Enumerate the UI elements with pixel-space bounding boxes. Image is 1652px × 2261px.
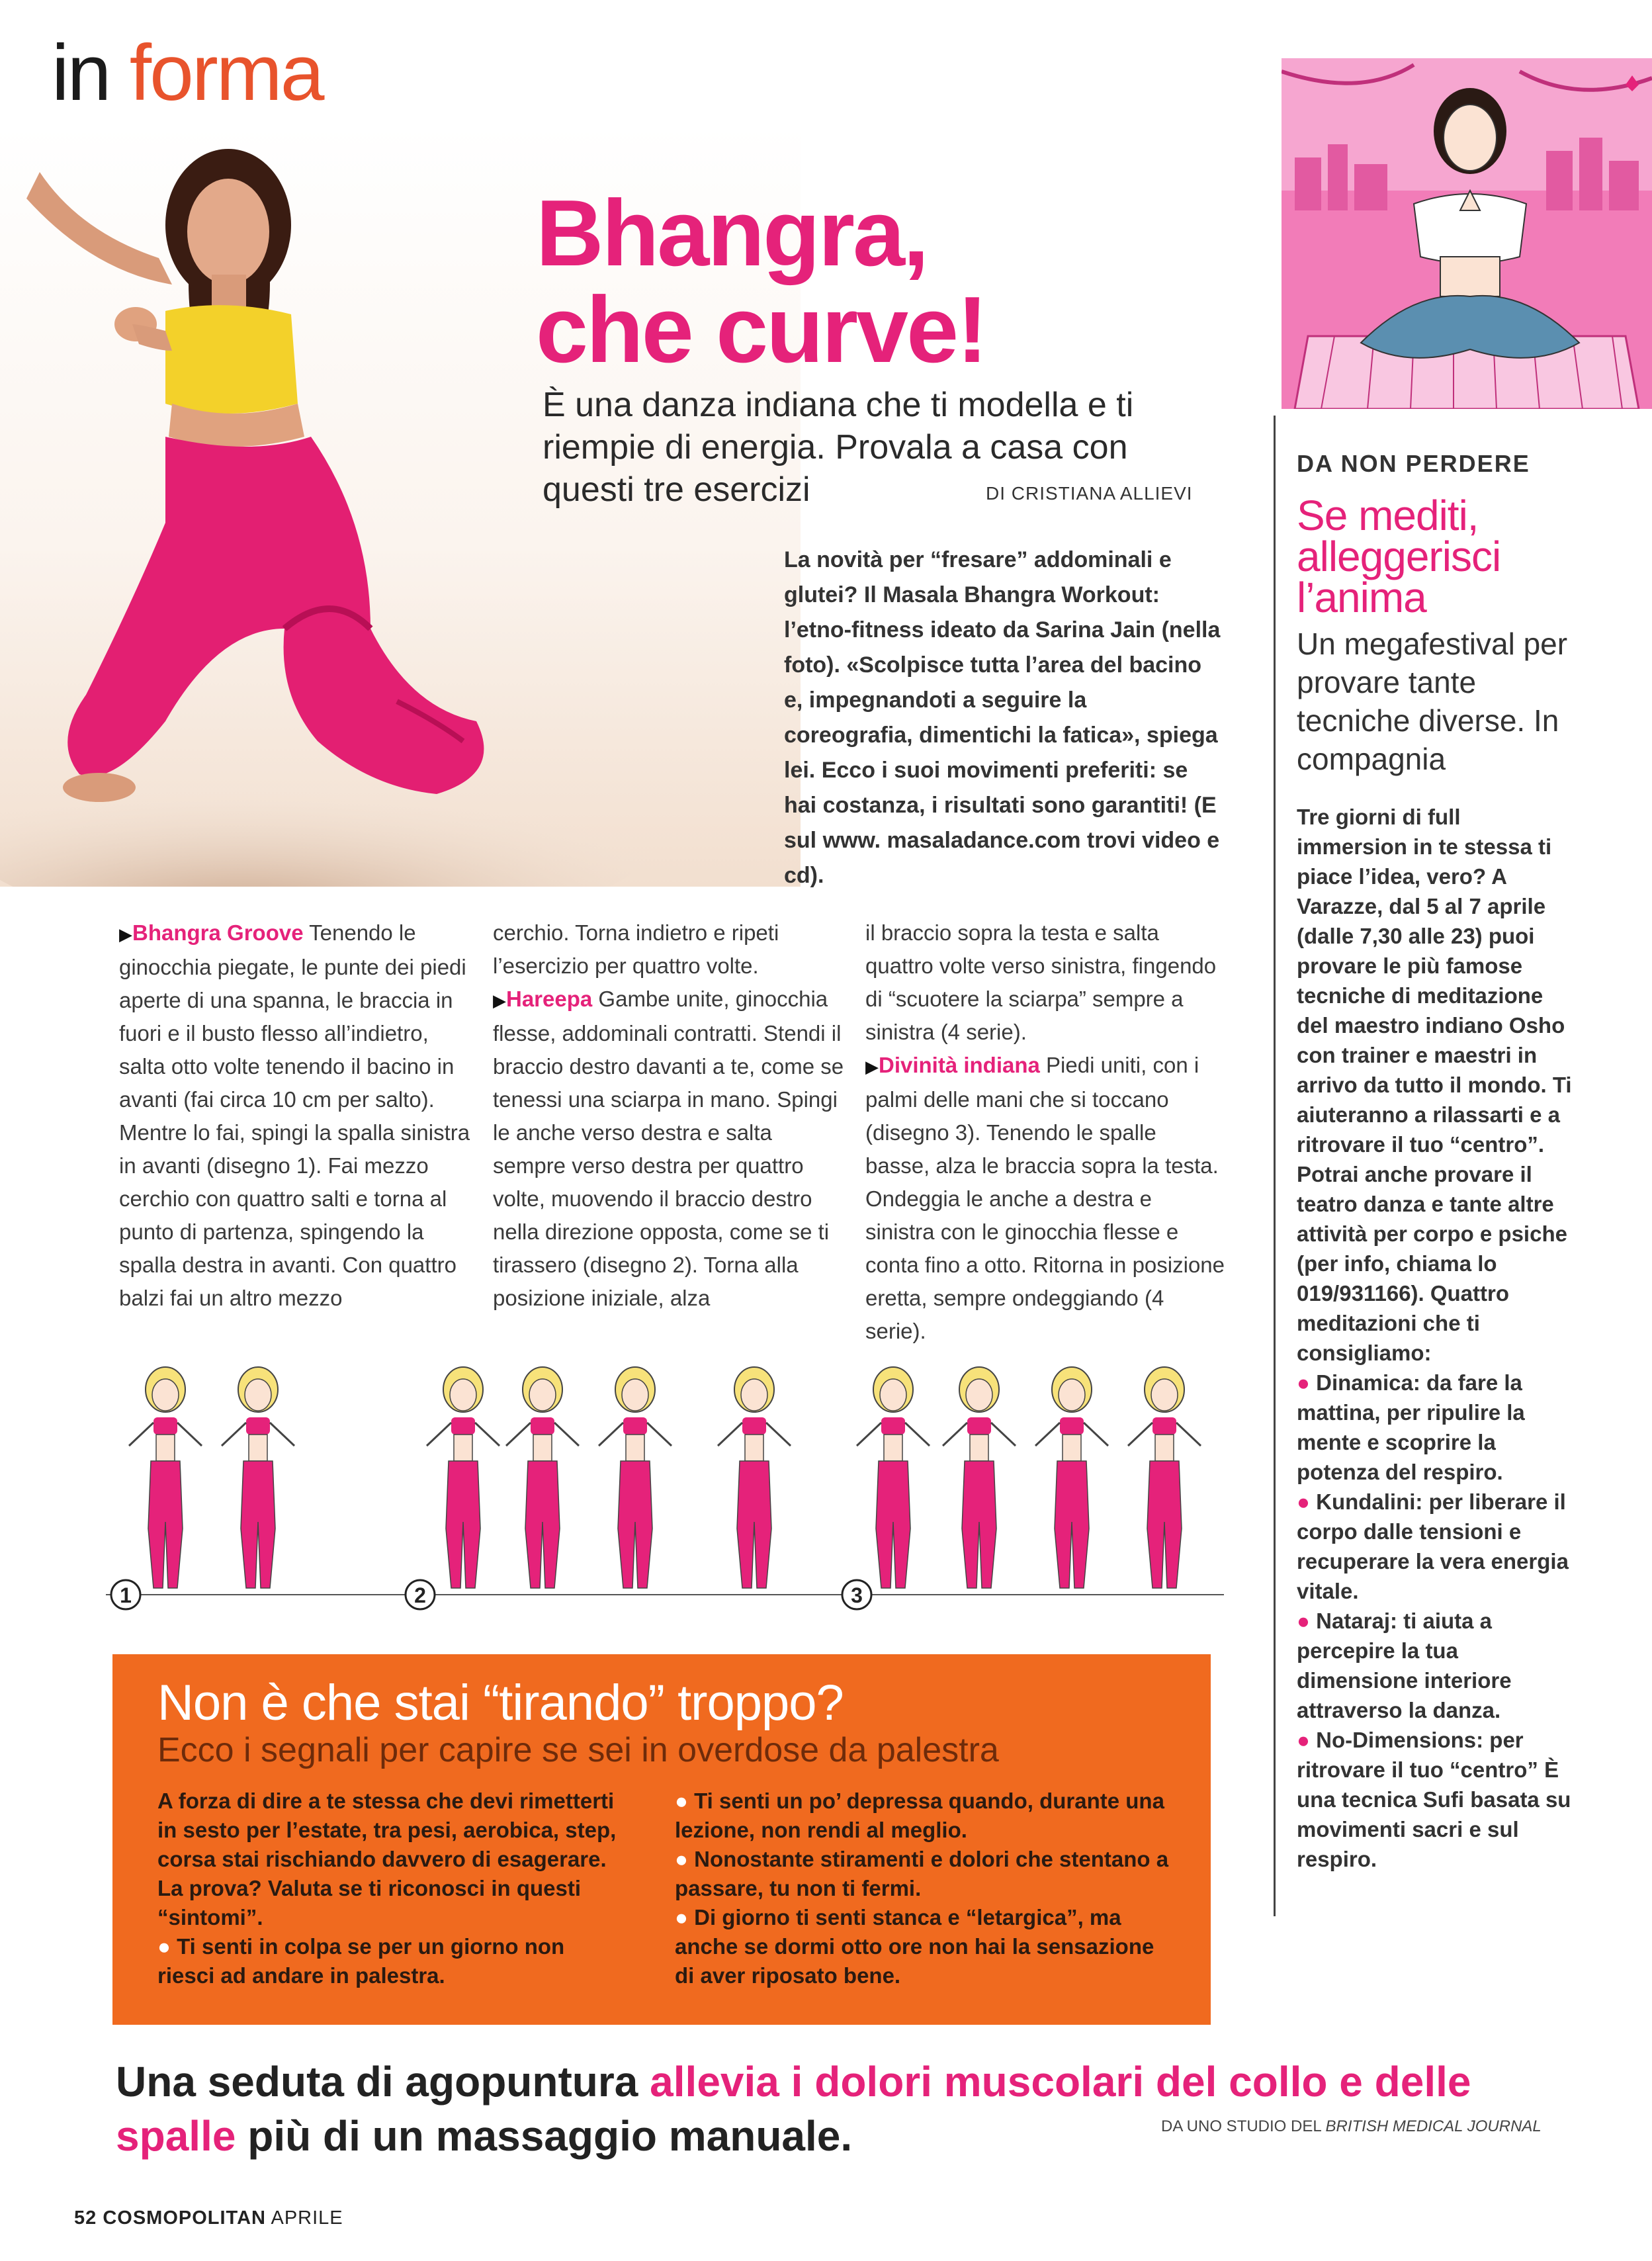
quote-source-prefix: DA UNO STUDIO DEL: [1161, 2117, 1326, 2135]
exercise-2-name: Hareepa: [506, 987, 593, 1011]
quote-highlight: allevia i dolori muscolari del collo e delle spalle: [116, 2058, 1471, 2160]
exercise-2-text: Gambe unite, ginocchia flesse, addominali contratti. Stendi il braccio destro davanti a te, come se tenessi una sciarpa in mano. Spingi le anche verso destra e salta sempre verso destra per quattro volte, muovendo il braccio destro nella direzione opposta, come se ti tirassero (disegno 2). Torna alla posizione iniziale, alza: [493, 987, 844, 1310]
bullet-dot-icon: ●: [1297, 1609, 1310, 1633]
body-column-1: [119, 916, 473, 1315]
box-item-3: Nonostante stiramenti e dolori che stentano a passare, tu non ti fermi.: [675, 1847, 1169, 1900]
quote-source-journal: BRITISH MEDICAL JOURNAL: [1325, 2117, 1542, 2135]
pull-quote: [116, 2055, 1538, 2163]
exercise-3-name: Divinità indiana: [879, 1053, 1040, 1077]
article-byline: DI CRISTIANA ALLIEVI: [986, 483, 1193, 504]
meditating-woman-drawing: [1282, 58, 1652, 409]
bullet-dot-icon: ●: [1297, 1728, 1310, 1752]
box-item-4: Di giorno ti senti stanca e “letargica”, ma anche se dormi otto ore non hai la sensazione di aver riposato bene.: [675, 1905, 1154, 1988]
figure-number-1: 1: [120, 1583, 132, 1607]
triangle-bullet-icon: ▶: [493, 991, 506, 1010]
quote-part-3: più di un massaggio manuale.: [236, 2112, 853, 2160]
exercise-1-text: Tenendo le ginocchia piegate, le punte dei piedi aperte di una spanna, le braccia in fuori e il busto flesso all’indietro, salta otto volte tenendo il bacino in avanti (fai circa 10 cm per salto). Mentre lo fai, spingi la spalla sinistra in avanti (disegno 1). Fai mezzo cerchio con quattro salti e torna al punto di partenza, spingendo la spalla destra in avanti. Con quattro balzi fai un altro mezzo: [119, 920, 470, 1310]
exercise-3-text: Piedi uniti, con i palmi delle mani che si toccano (disegno 3). Tenendo le spalle basse, alza le braccia sopra la testa. Ondeggia le anche a destra e sinistra con le ginocchia flesse e conta fino a otto. Ritorna in posizione eretta, sempre ondeggiando (4 serie).: [865, 1053, 1225, 1343]
box-title: Non è che stai “tirando” troppo?: [157, 1675, 844, 1731]
overtraining-box: [112, 1654, 1211, 2025]
section-tag-word2: forma: [129, 28, 323, 117]
page-number: 52: [74, 2207, 97, 2229]
box-item-2: Ti senti un po’ depressa quando, durante una lezione, non rendi al meglio.: [675, 1789, 1164, 1842]
triangle-bullet-icon: ▶: [119, 924, 132, 944]
sidebar-item-2-name: Kundalini:: [1316, 1489, 1423, 1514]
sidebar-item-3: [1297, 1606, 1575, 1725]
headline-line2: che curve!: [536, 277, 986, 382]
magazine-name: COSMOPOLITAN: [103, 2207, 267, 2229]
issue-month: APRILE: [271, 2207, 343, 2229]
box-column-2: [675, 1787, 1178, 1990]
sidebar: [1297, 450, 1575, 1874]
article-intro: La novità per “fresare” addominali e glutei? Il Masala Bhangra Workout: l’etno-fitness ideato da Sarina Jain (nella foto). «Scolpisce tutta l’area del bacino e, impegnandoti a seguire la coreografia, dimentichi la fatica», spiega lei. Ecco i suoi movimenti preferiti: se hai costanza, i risultati sono garantiti! (E sul www. masaladance.com trovi video e cd).: [784, 547, 1221, 888]
bullet-dot-icon: ●: [675, 1905, 688, 1929]
sidebar-item-2: [1297, 1487, 1575, 1606]
section-tag-word1: in: [52, 28, 110, 117]
sidebar-item-1-text: da fare la mattina, per ripulire la mente e scoprire la potenza del respiro.: [1297, 1370, 1525, 1484]
sidebar-item-3-name: Nataraj:: [1316, 1609, 1397, 1633]
bullet-dot-icon: ●: [675, 1847, 688, 1871]
bullet-dot-icon: ●: [157, 1934, 171, 1959]
sidebar-item-1: [1297, 1368, 1575, 1487]
sidebar-paragraph: Tre giorni di full immersion in te stessa ti piace l’idea, vero? A Varazze, dal 5 al 7 aprile (dalle 7,30 alle 23) puoi provare le più famose tecniche di meditazione del maestro indiano Osho con trainer e maestri in arrivo da tutto il mondo. Ti aiuteranno a rilassarti e a ritrovare il tuo “centro”. Potrai anche provare il teatro danza e tante altre attività per corpo e psiche (per info, chiama lo 019/931166). Quattro meditazioni che ti consigliamo:: [1297, 805, 1572, 1365]
exercise-illustrations: [106, 1363, 1224, 1621]
sidebar-deck: Un megafestival per provare tante tecniche diverse. In compagnia: [1297, 627, 1568, 776]
body-column-3: [865, 916, 1226, 1348]
sidebar-kicker: DA NON PERDERE: [1297, 450, 1530, 477]
sidebar-title: Se mediti, alleggerisci l’anima: [1297, 492, 1501, 621]
sidebar-item-1-name: Dinamica:: [1316, 1370, 1420, 1395]
sidebar-item-4-text: per ritrovare il tuo “centro” È una tecnica Sufi basata su movimenti sacri e sul respiro.: [1297, 1728, 1571, 1871]
article-headline: [536, 181, 1131, 382]
sidebar-item-2-text: per liberare il corpo dalle tensioni e recuperare la vera energia vitale.: [1297, 1489, 1569, 1603]
figure-number-3: 3: [851, 1583, 863, 1607]
article-deck: È una danza indiana che ti modella e ti riempie di energia. Provala a casa con questi tre esercizi: [543, 386, 1134, 509]
box-intro: A forza di dire a te stessa che devi rimetterti in sesto per l’estate, tra pesi, aerobica, step, corsa stai rischiando davvero di esagerare. La prova? Valuta se ti riconosci in questi “sintomi”.: [157, 1789, 617, 1929]
quote-part-1: Una seduta di agopuntura: [116, 2058, 650, 2106]
bullet-dot-icon: ●: [675, 1789, 688, 1813]
box-column-1: [157, 1787, 621, 1990]
sidebar-item-4: [1297, 1725, 1575, 1874]
page-folio: [74, 2207, 343, 2229]
bullet-dot-icon: ●: [1297, 1370, 1310, 1395]
body-column-2: [493, 916, 850, 1315]
exercise-1-name: Bhangra Groove: [132, 920, 304, 945]
meditation-illustration: [1282, 58, 1652, 409]
headline-line1: Bhangra,: [536, 181, 928, 286]
column-2-lead: cerchio. Torna indietro e ripeti l’esercizio per quattro volte.: [493, 920, 779, 978]
sidebar-item-3-text: ti aiuta a percepire la tua dimensione interiore attraverso la danza.: [1297, 1609, 1512, 1722]
section-tag: [52, 28, 323, 117]
box-subtitle: Ecco i segnali per capire se sei in overdose da palestra: [157, 1731, 999, 1769]
figure-number-2: 2: [414, 1583, 426, 1607]
triangle-bullet-icon: ▶: [865, 1057, 879, 1077]
quote-source: [1161, 2117, 1542, 2136]
column-3-lead: il braccio sopra la testa e salta quattro volte verso sinistra, fingendo di “scuotere la sciarpa” sempre a sinistra (4 serie).: [865, 920, 1217, 1044]
box-item-1: Ti senti in colpa se per un giorno non riesci ad andare in palestra.: [157, 1934, 565, 1988]
sidebar-item-4-name: No-Dimensions:: [1316, 1728, 1484, 1752]
dancing-figures-drawing: [106, 1363, 1224, 1621]
sidebar-rule: [1274, 416, 1276, 1916]
bullet-dot-icon: ●: [1297, 1489, 1310, 1514]
sidebar-body: [1297, 802, 1575, 1874]
